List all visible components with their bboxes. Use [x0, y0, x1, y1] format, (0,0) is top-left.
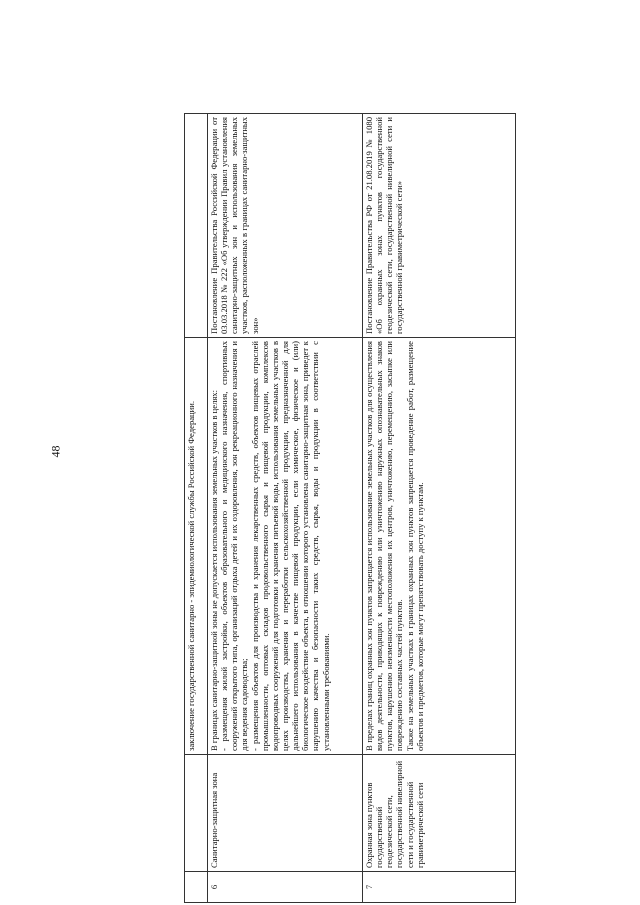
- zones-table-wrapper: [184, 113, 516, 903]
- legal-basis: Постановление Правительства Российской Федерации от 03.03.2018 № 222 «Об утверждении Правил установления санитарно-защитных зон и использования земельных участков, расположенных в границах санитарно-защитных зон»: [208, 114, 363, 338]
- table-row: [208, 114, 363, 903]
- table-cell-zone: [185, 755, 208, 872]
- restriction-text: Также на земельных участках в границах охранных зон пунктов запрещается проведение работ, размещение объектов и предметов, которые могут препятствовать доступу к пунктам.: [404, 341, 425, 751]
- restriction-text: В границах санитарно-защитной зоны не допускается использования земельных участков в целях:: [209, 390, 219, 751]
- table-cell-restrictions: [363, 338, 516, 755]
- table-cell-restrictions: [185, 338, 208, 755]
- table-row: [363, 114, 516, 903]
- table-cell-restrictions: [208, 338, 363, 755]
- legal-basis: Постановление Правительства РФ от 21.08.2019 № 1080 «Об охранных зонах пунктов государственной геодезической сети, государственной нивелирной сети и государственной гравиметрической сети»: [363, 114, 516, 338]
- restriction-text: В пределах границ охранных зон пунктов запрещается использование земельных участков для осуществления видов деятельности, приводящих к повреждению или уничтожению наружных опознавательных знаков пунктов, нарушению неизменности местоположения их центров, уничтожению, перемещению, засыпке или повреждению составных частей пунктов.: [364, 341, 405, 751]
- row-number: 7: [363, 872, 516, 903]
- zone-name: Санитарно-защитная зона: [208, 755, 363, 872]
- restriction-text: заключение государственной санитарно - эпидемиологической службы Российской Федерации.: [186, 400, 196, 751]
- zone-name: Охранная зона пунктов государственной геодезической сети, государственной нивелирной сети и государственной гравиметрической сети: [363, 755, 516, 872]
- restriction-text: - размещения жилой застройки, объектов образовательного и медицинского назначения, спортивных сооружений открытого типа, организаций отдыха детей и их оздоровления, зон рекреационного назначения и для ведения садоводства;: [219, 341, 250, 751]
- table-cell-num: [185, 872, 208, 903]
- table-row: [185, 114, 208, 903]
- page-number: 48: [48, 445, 63, 458]
- row-number: 6: [208, 872, 363, 903]
- zones-table: [184, 113, 516, 903]
- restriction-text: - размещения объектов для производства и хранения лекарственных средств, объектов пищевых отраслей промышленности, оптовых складов продовольственного сырья и пищевой продукции, комплексов водопроводных сооружений для подготовки и хранения питьевой воды, использования земельных участков в целях производства, хранения и переработки сельскохозяйственной продукции, предназначенной для дальнейшего использования в качестве пищевой продукции, если химическое, физическое и (или) биологическое воздействие объекта, в отношении которого установлена санитарно-защитная зона, приведет к нарушению качества и безопасности таких средств, сырья, воды и продукции в соответствии с установленными требованиями.: [249, 341, 331, 751]
- table-cell-law: [185, 114, 208, 338]
